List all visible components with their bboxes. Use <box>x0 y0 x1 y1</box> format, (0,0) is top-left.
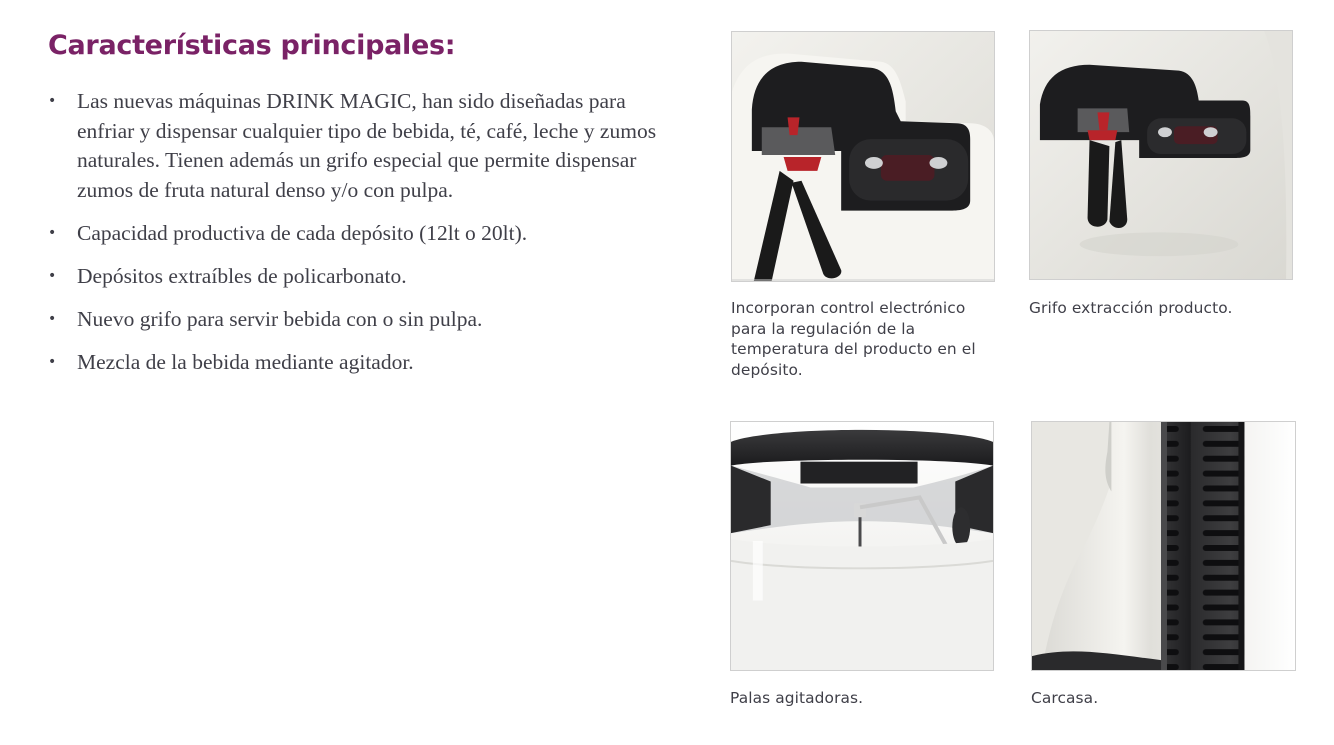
feature-text: Depósitos extraíbles de policarbonato. <box>77 263 407 288</box>
dispensing-tap-illustration <box>1030 31 1292 279</box>
photo-caption: Grifo extracción producto. <box>1029 299 1233 317</box>
photo-dispensing-tap <box>1029 30 1293 280</box>
list-item <box>48 87 678 205</box>
bullet-marker: • <box>48 353 57 370</box>
list-item <box>48 219 678 249</box>
photo-agitator <box>730 421 994 671</box>
bullet-marker: • <box>48 93 57 109</box>
feature-text: Mezcla de la bebida mediante agitador. <box>77 349 414 374</box>
housing-illustration <box>1032 422 1295 670</box>
page-title: Características principales: <box>48 30 456 61</box>
feature-text: Nuevo grifo para servir bebida con o sin pulpa. <box>77 306 483 331</box>
list-item <box>48 262 678 292</box>
photo-housing <box>1031 421 1296 671</box>
photo-caption: Carcasa. <box>1031 689 1099 707</box>
bullet-marker: • <box>48 310 57 327</box>
bullet-marker: • <box>48 267 57 284</box>
feature-text: Capacidad productiva de cada depósito (12lt o 20lt). <box>77 220 528 245</box>
photo-caption: Incorporan control electrónico para la regulación de la temperatura del producto en el depósito. <box>731 299 976 379</box>
list-item <box>48 305 678 335</box>
photo-control-panel <box>731 31 995 282</box>
photo-caption: Palas agitadoras. <box>730 689 864 707</box>
feature-text: Las nuevas máquinas DRINK MAGIC, han sido diseñadas para enfriar y dispensar cualquier tipo de bebida, té, café, leche y zumos naturales. Tienen además un grifo especial que permite dispensar zumos de fruta natural denso y/o con pulpa. <box>77 89 657 202</box>
feature-list <box>48 87 678 391</box>
bullet-marker: • <box>48 224 57 241</box>
agitator-illustration <box>731 422 993 670</box>
control-panel-illustration <box>732 32 994 281</box>
list-item <box>48 348 678 378</box>
